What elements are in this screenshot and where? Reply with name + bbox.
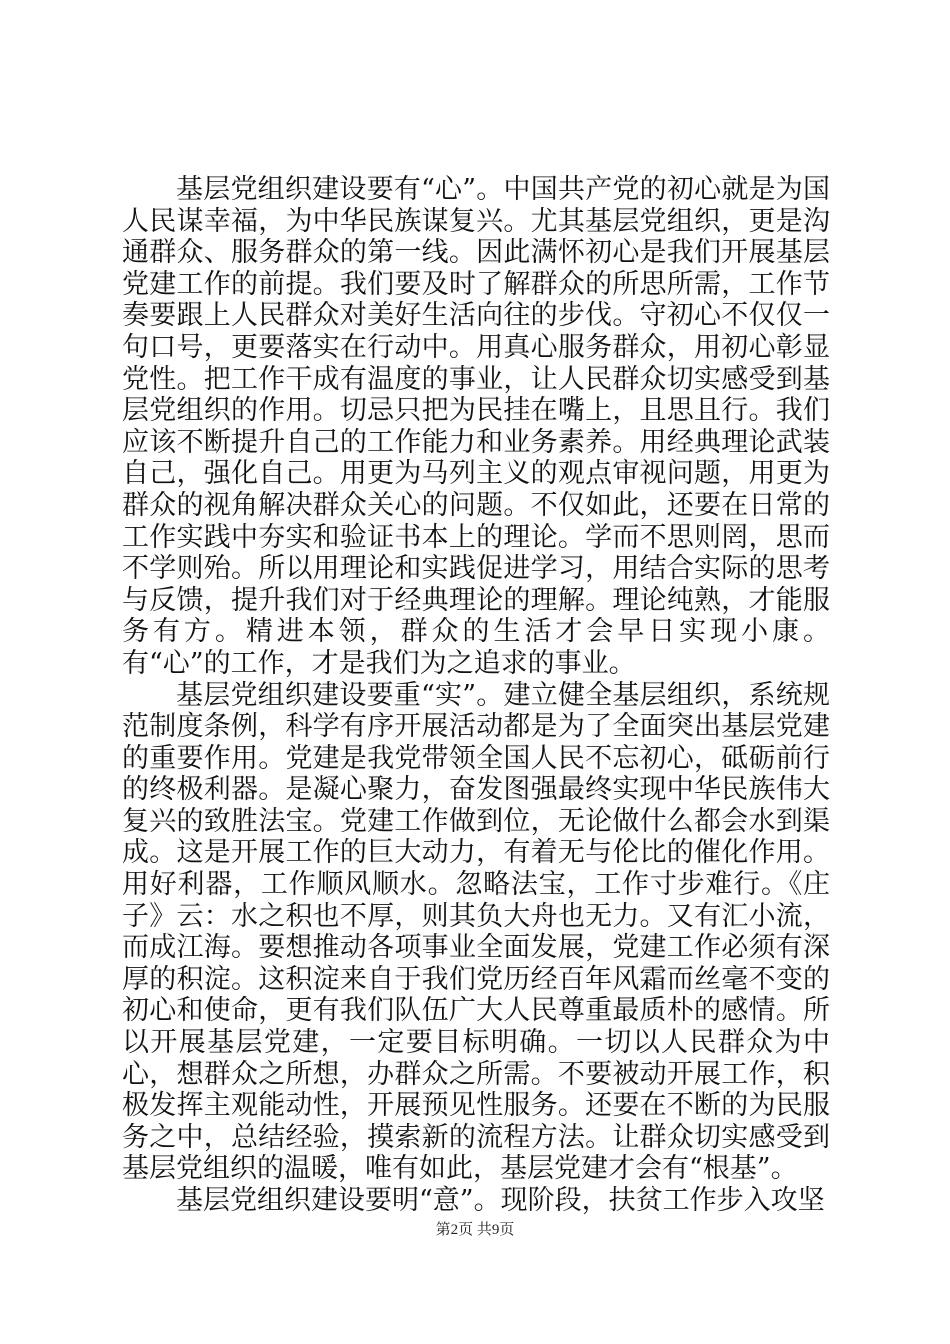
paragraph-1: 基层党组织建设要有“心”。中国共产党的初心就是为国人民谋幸福，为中华民族谋复兴。尤其基层党组织，更是沟通群众、服务群众的第一线。因此满怀初心是我们开展基层党建工作的前提。我们要及时了解群众的所思所需，工作节奏要跟上人民群众对美好生活向往的步伐。守初心不仅仅一句口号，更要落实在行动中。用真心服务群众，用初心彰显党性。把工作干成有温度的事业，让人民群众切实感受到基层党组织的作用。切忌只把为民挂在嘴上，且思且行。我们应该不断提升自己的工作能力和业务素养。用经典理论武装自己，强化自己。用更为马列主义的观点审视问题，用更为群众的视角解决群众关心的问题。不仅如此，还要在日常的工作实践中夯实和验证书本上的理论。学而不思则罔，思而不学则殆。所以用理论和实践促进学习，用结合实际的思考与反馈，提升我们对于经典理论的理解。理论纯熟，才能服务有方。精进本领，群众的生活才会早日实现小康。有“心”的工作，才是我们为之追求的事业。 — [122, 174, 830, 679]
page-footer: 第2页 共9页 — [435, 1222, 515, 1238]
paragraph-2: 基层党组织建设要重“实”。建立健全基层组织，系统规范制度条例，科学有序开展活动都是为了全面突出基层党建的重要作用。党建是我党带领全国人民不忘初心，砥砺前行的终极利器。是凝心聚力，奋发图强最终实现中华民族伟大复兴的致胜法宝。党建工作做到位，无论做什么都会水到渠成。这是开展工作的巨大动力，有着无与伦比的催化作用。用好利器，工作顺风顺水。忽略法宝，工作寸步难行。《庄子》云：水之积也不厚，则其负大舟也无力。又有汇小流，而成江海。要想推动各项事业全面发展，党建工作必须有深厚的积淀。这积淀来自于我们党历经百年风霜而丝毫不变的初心和使命，更有我们队伍广大人民尊重最质朴的感情。所以开展基层党建，一定要目标明确。一切以人民群众为中心，想群众之所想，办群众之所需。不要被动开展工作，积极发挥主观能动性，开展预见性服务。还要在不断的为民服务之中，总结经验，摸索新的流程方法。让群众切实感受到基层党组织的温暖，唯有如此，基层党建才会有“根基”。 — [122, 679, 830, 1185]
document-body — [122, 174, 830, 1217]
paragraph-3: 基层党组织建设要明“意”。现阶段，扶贫工作步入攻坚 — [176, 1185, 825, 1216]
